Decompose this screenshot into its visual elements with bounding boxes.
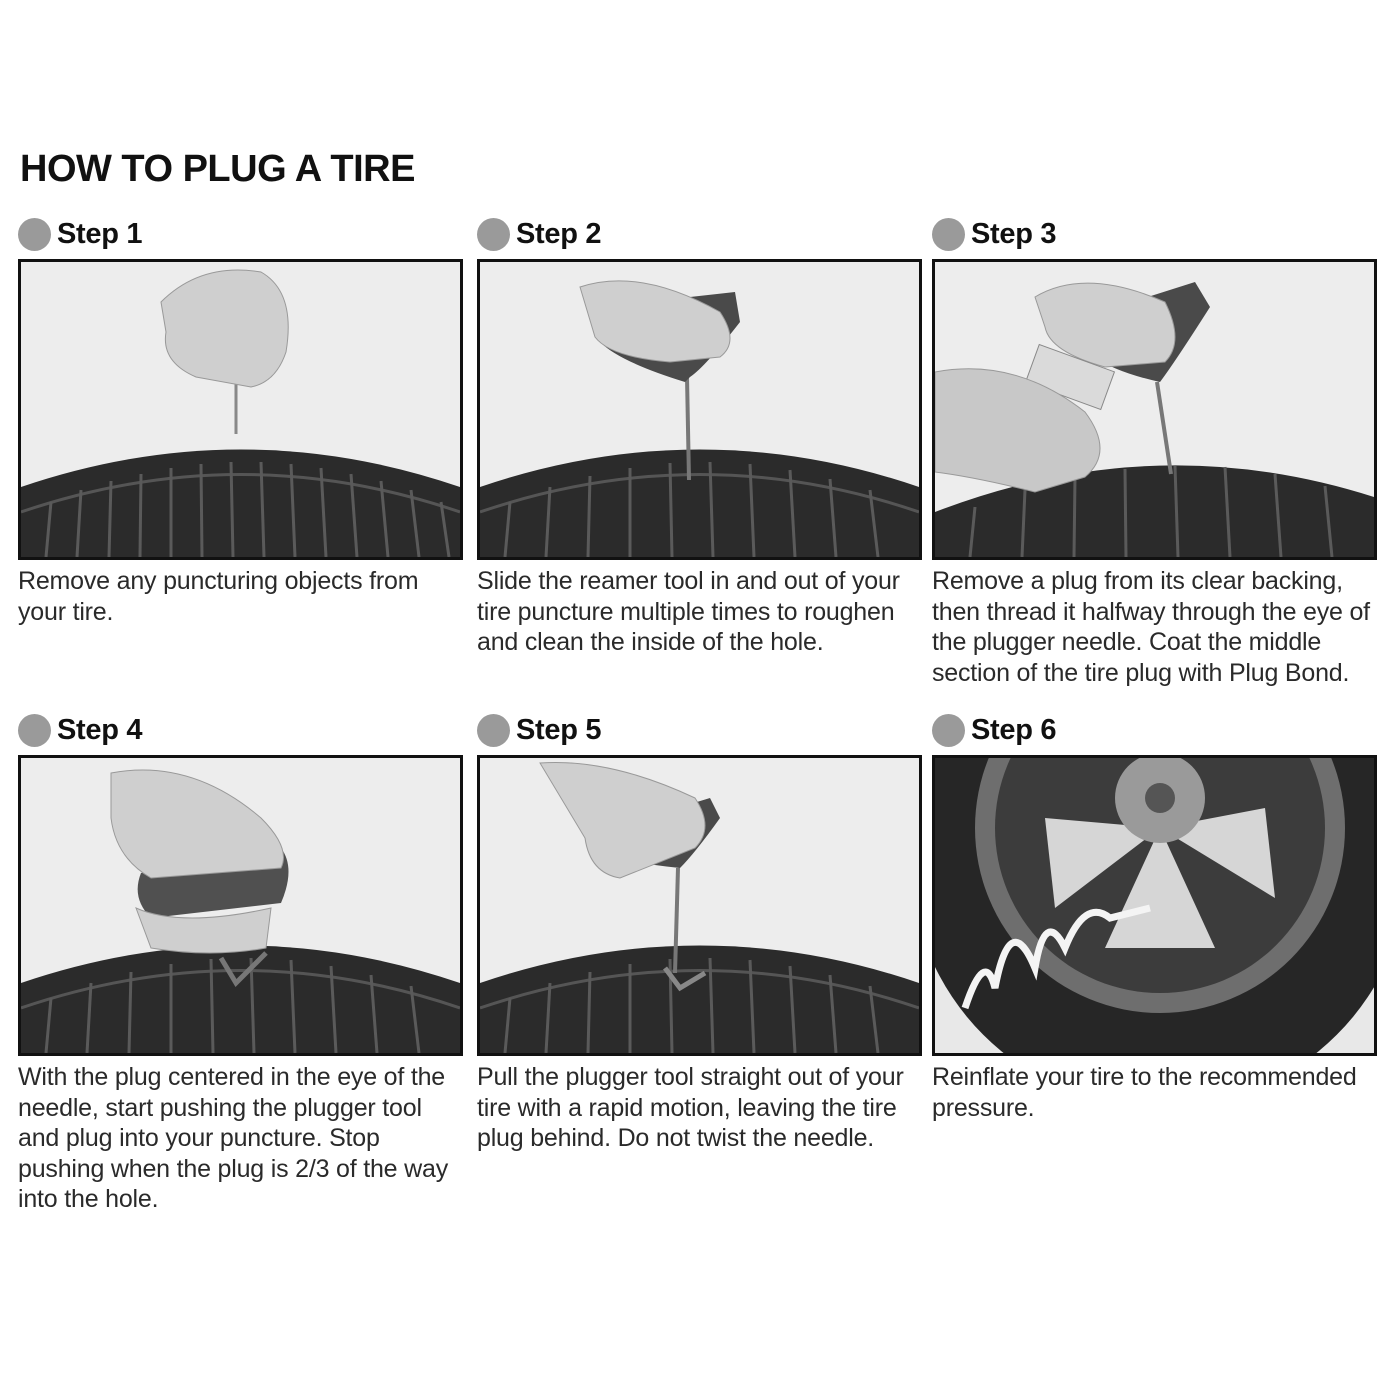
step-header [932, 214, 1377, 254]
step-1 [18, 214, 463, 627]
step-bullet-icon [477, 714, 510, 747]
step-6 [932, 710, 1377, 1123]
step-bullet-icon [18, 714, 51, 747]
step-label: Step 6 [971, 713, 1057, 746]
step-caption: Slide the reamer tool in and out of your tire puncture multiple times to roughen and clean the inside of the hole. [477, 567, 900, 656]
step-2 [477, 214, 922, 658]
step-caption: With the plug centered in the eye of the needle, start pushing the plugger tool and plug into your puncture. Stop pushing when the plug is 2/3 of the way into the hole. [18, 1063, 448, 1213]
step-label: Step 2 [516, 217, 602, 250]
step-caption: Reinflate your tire to the recommended pressure. [932, 1063, 1357, 1122]
step-bullet-icon [477, 218, 510, 251]
step-photo [932, 755, 1377, 1056]
step-label: Step 4 [57, 713, 143, 746]
step-photo [18, 755, 463, 1056]
step-bullet-icon [932, 714, 965, 747]
step-label: Step 5 [516, 713, 602, 746]
step-bullet-icon [932, 218, 965, 251]
step-label: Step 3 [971, 217, 1057, 250]
step-photo [477, 755, 922, 1056]
step-3 [932, 214, 1377, 688]
step-caption: Remove any puncturing objects from your tire. [18, 567, 419, 626]
step-bullet-icon [18, 218, 51, 251]
step-header [477, 214, 922, 254]
step-4 [18, 710, 463, 1215]
step-header [932, 710, 1377, 750]
step-photo [18, 259, 463, 560]
step-label: Step 1 [57, 217, 143, 250]
step-header [18, 710, 463, 750]
step-photo [477, 259, 922, 560]
step-caption: Pull the plugger tool straight out of your tire with a rapid motion, leaving the tire plug behind. Do not twist the needle. [477, 1063, 904, 1152]
step-header [18, 214, 463, 254]
step-caption: Remove a plug from its clear backing, then thread it halfway through the eye of the plugger needle. Coat the middle section of the tire plug with Plug Bond. [932, 567, 1370, 687]
step-5 [477, 710, 922, 1154]
step-header [477, 710, 922, 750]
page-title: HOW TO PLUG A TIRE [20, 148, 415, 190]
step-photo [932, 259, 1377, 560]
